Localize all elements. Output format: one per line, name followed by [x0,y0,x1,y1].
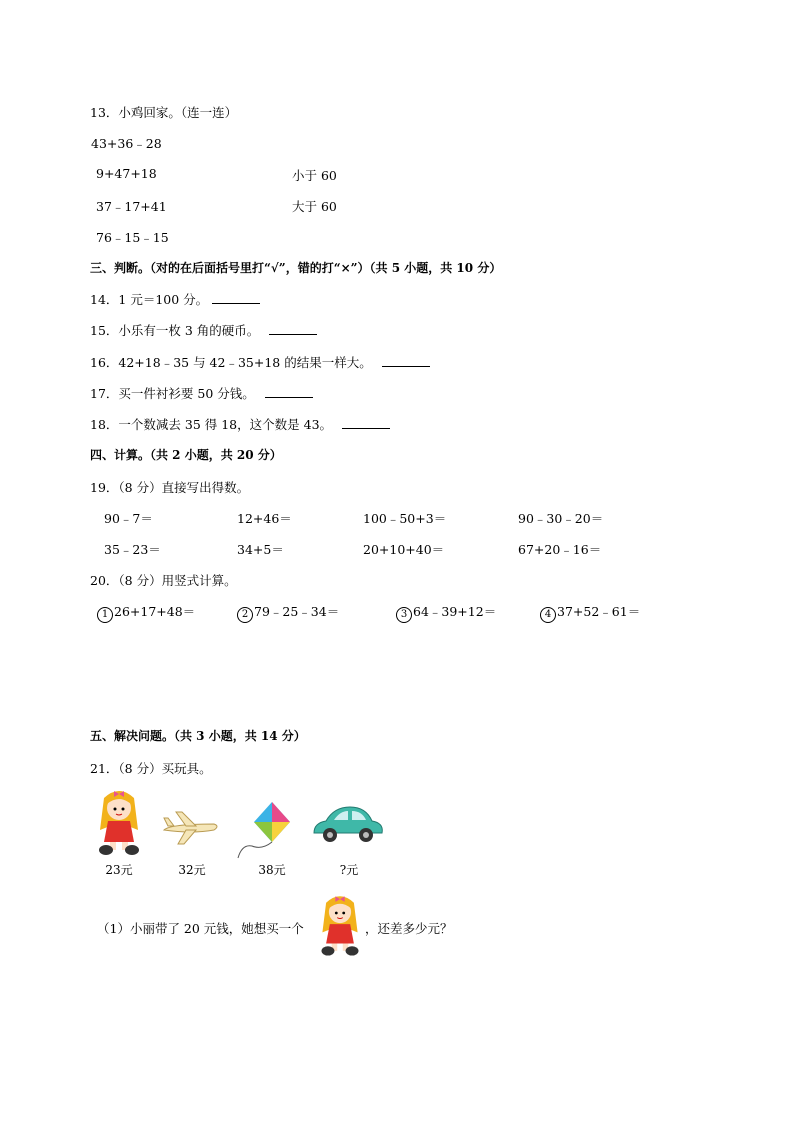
circled-number: 1 [97,607,113,623]
q17 [90,384,313,402]
doll-icon [92,786,146,858]
q21-title: 21．（8 分）买玩具。 [90,761,212,776]
kite-icon [232,800,294,860]
q13-title: 13．小鸡回家。（连一连） [90,105,238,120]
q17-answer-blank[interactable] [265,387,313,398]
q19-item: 67+20﹣16＝ [518,542,602,557]
q16-text: 16．42+18﹣35 与 42﹣35+18 的结果一样大。 [90,355,372,370]
q15-text: 15．小乐有一枚 3 角的硬币。 [90,323,260,338]
q18-text: 18．一个数减去 35 得 18，这个数是 43。 [90,417,333,432]
q19-item: 12+46＝ [237,511,292,526]
q13-target-less: 小于 60 [292,168,337,183]
q20-expr: 26+17+48＝ [114,604,196,619]
q20-title: 20．（8 分）用竖式计算。 [90,573,237,588]
q19-item: 90﹣30﹣20＝ [518,511,604,526]
q14-answer-blank[interactable] [212,293,260,304]
q20-item-3 [396,602,496,623]
q15-answer-blank[interactable] [269,324,317,335]
q21-sub1-text-b: ，还差多少元？ [365,921,453,936]
q20-expr: 37+52﹣61＝ [557,604,641,619]
q13-expr-3: 37﹣17+41 [96,199,167,214]
q13-expr-1: 43+36﹣28 [91,136,162,151]
circled-number: 2 [237,607,253,623]
toy-price: 32元 [178,863,206,877]
q20-item-4 [540,602,640,623]
section5-heading: 五、解决问题。（共 3 小题，共 14 分） [90,729,306,743]
circled-number: 3 [396,607,412,623]
q20-item-2 [237,602,339,623]
q16-answer-blank[interactable] [382,356,430,367]
q13-expr-4: 76﹣15﹣15 [96,230,169,245]
q19-item: 20+10+40＝ [363,542,445,557]
q19-item: 100﹣50+3＝ [363,511,447,526]
q19-item: 35﹣23＝ [104,542,161,557]
section3-heading: 三、判断。（对的在后面括号里打“√”，错的打“×”）（共 5 小题，共 10 分） [90,261,502,275]
airplane-icon [162,808,220,848]
q20-expr: 79﹣25﹣34＝ [254,604,340,619]
section4-heading: 四、计算。（共 2 小题，共 20 分） [90,448,282,462]
q19-item: 90﹣7＝ [104,511,153,526]
q19-item: 34+5＝ [237,542,284,557]
q21-sub1-text-a: （1）小丽带了 20 元钱，她想买一个 [97,921,304,936]
q13-target-greater: 大于 60 [292,199,337,214]
doll-icon [315,890,365,960]
circled-number: 4 [540,607,556,623]
q18-answer-blank[interactable] [342,418,390,429]
q16 [90,353,430,371]
q14-text: 14．1 元＝100 分。 [90,292,209,307]
q14 [90,290,260,308]
toy-price: 23元 [105,863,133,877]
q15 [90,321,317,339]
q20-item-1 [97,602,195,623]
q17-text: 17．买一件衬衫要 50 分钱。 [90,386,255,401]
q20-expr: 64﹣39+12＝ [413,604,497,619]
toy-price: ?元 [339,863,359,877]
toy-price: 38元 [258,863,286,877]
car-icon [310,803,386,845]
q13-expr-2: 9+47+18 [96,166,157,181]
q19-title: 19．（8 分）直接写出得数。 [90,480,250,495]
q18 [90,415,390,433]
